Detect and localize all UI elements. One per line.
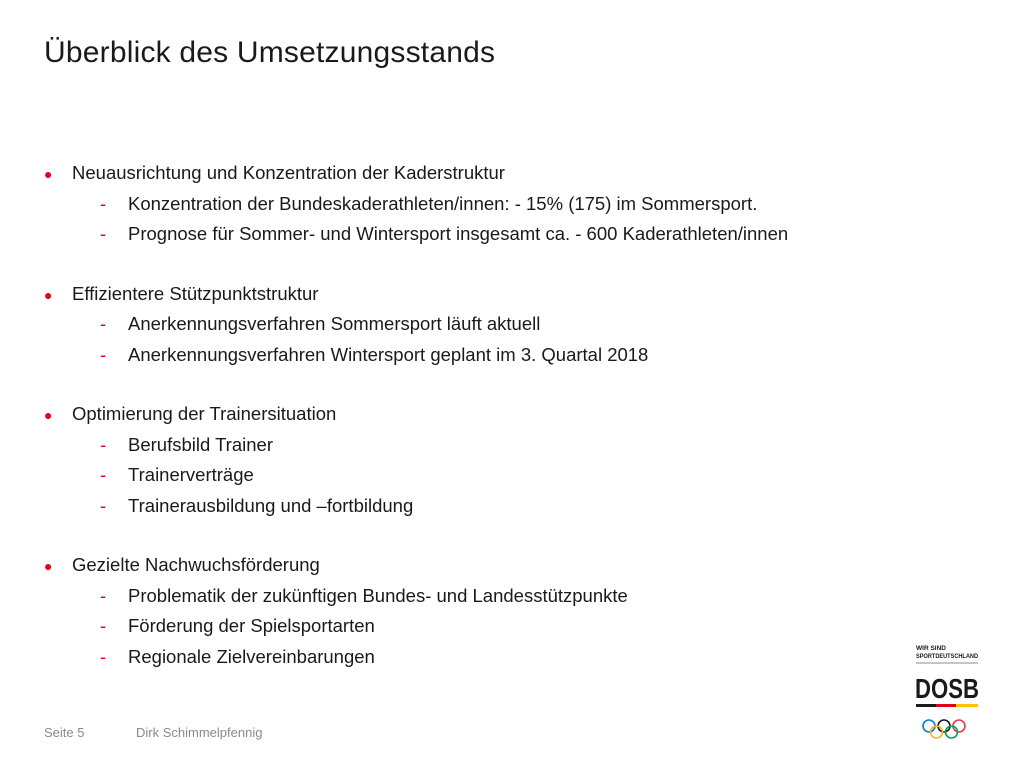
bullet-section [44,550,964,672]
footer-author: Dirk Schimmelpfennig [136,725,263,740]
dash-icon: - [100,192,107,214]
sub-item-text: Trainerausbildung und –fortbildung [128,494,414,516]
bullet-heading: Effizientere Stützpunktstruktur [72,282,319,304]
sub-item-text: Anerkennungsverfahren Sommersport läuft aktuell [128,313,541,334]
sub-item-text: Prognose für Sommer- und Wintersport insgesamt ca. - 600 Kaderathleten/innen [128,223,789,244]
dash-icon: - [100,494,107,516]
logo-wordmark: DOSB [915,673,979,704]
dash-icon: - [100,223,107,244]
bullet-section [44,158,964,250]
sub-item [44,430,964,461]
sub-item [44,189,964,220]
dash-icon: - [100,645,107,667]
sub-item-text: Regionale Zielvereinbarungen [128,645,375,667]
dash-icon: - [100,615,107,636]
bullet-section [44,279,964,371]
sub-item [44,340,964,371]
olympic-rings-icon [923,720,965,738]
bullet-section [44,399,964,521]
slide-content [44,158,964,701]
sub-item [44,491,964,522]
sub-item-text: Konzentration der Bundeskaderathleten/innen: - 15% (175) im Sommersport. [128,192,758,214]
sub-item [44,611,964,642]
sub-item [44,581,964,612]
dosb-logo [914,640,982,750]
sub-item [44,219,964,250]
dash-icon: - [100,584,107,606]
sub-item [44,309,964,340]
sub-item [44,460,964,491]
bullet-heading: Neuausrichtung und Konzentration der Kaderstruktur [72,162,505,183]
dash-icon: - [100,343,107,365]
sub-item [44,642,964,673]
sub-item-text: Förderung der Spielsportarten [128,615,375,636]
logo-tagline-line2: SPORTDEUTSCHLAND [916,653,979,660]
dash-icon: - [100,433,107,455]
dash-icon: - [100,313,107,334]
bullet-item [44,550,964,581]
sub-item-text: Anerkennungsverfahren Wintersport geplant im 3. Quartal 2018 [128,343,649,365]
bullet-item [44,279,964,310]
bullet-dot-icon: ● [44,558,53,574]
bullet-item [44,399,964,430]
footer-page-number: Seite 5 [44,725,85,740]
logo-tagline-line1: WIR SIND [916,645,946,652]
bullet-item [44,158,964,189]
bullet-heading: Gezielte Nachwuchsförderung [72,554,320,575]
dash-icon: - [100,464,107,485]
slide-title: Überblick des Umsetzungsstands [44,36,496,69]
bullet-dot-icon: ● [44,166,53,182]
bullet-heading: Optimierung der Trainersituation [72,403,337,424]
sub-item-text: Berufsbild Trainer [128,433,273,455]
sub-item-text: Trainerverträge [128,464,254,485]
bullet-dot-icon: ● [44,407,53,423]
bullet-dot-icon: ● [44,286,53,303]
sub-item-text: Problematik der zukünftigen Bundes- und Landesstützpunkte [128,584,628,606]
